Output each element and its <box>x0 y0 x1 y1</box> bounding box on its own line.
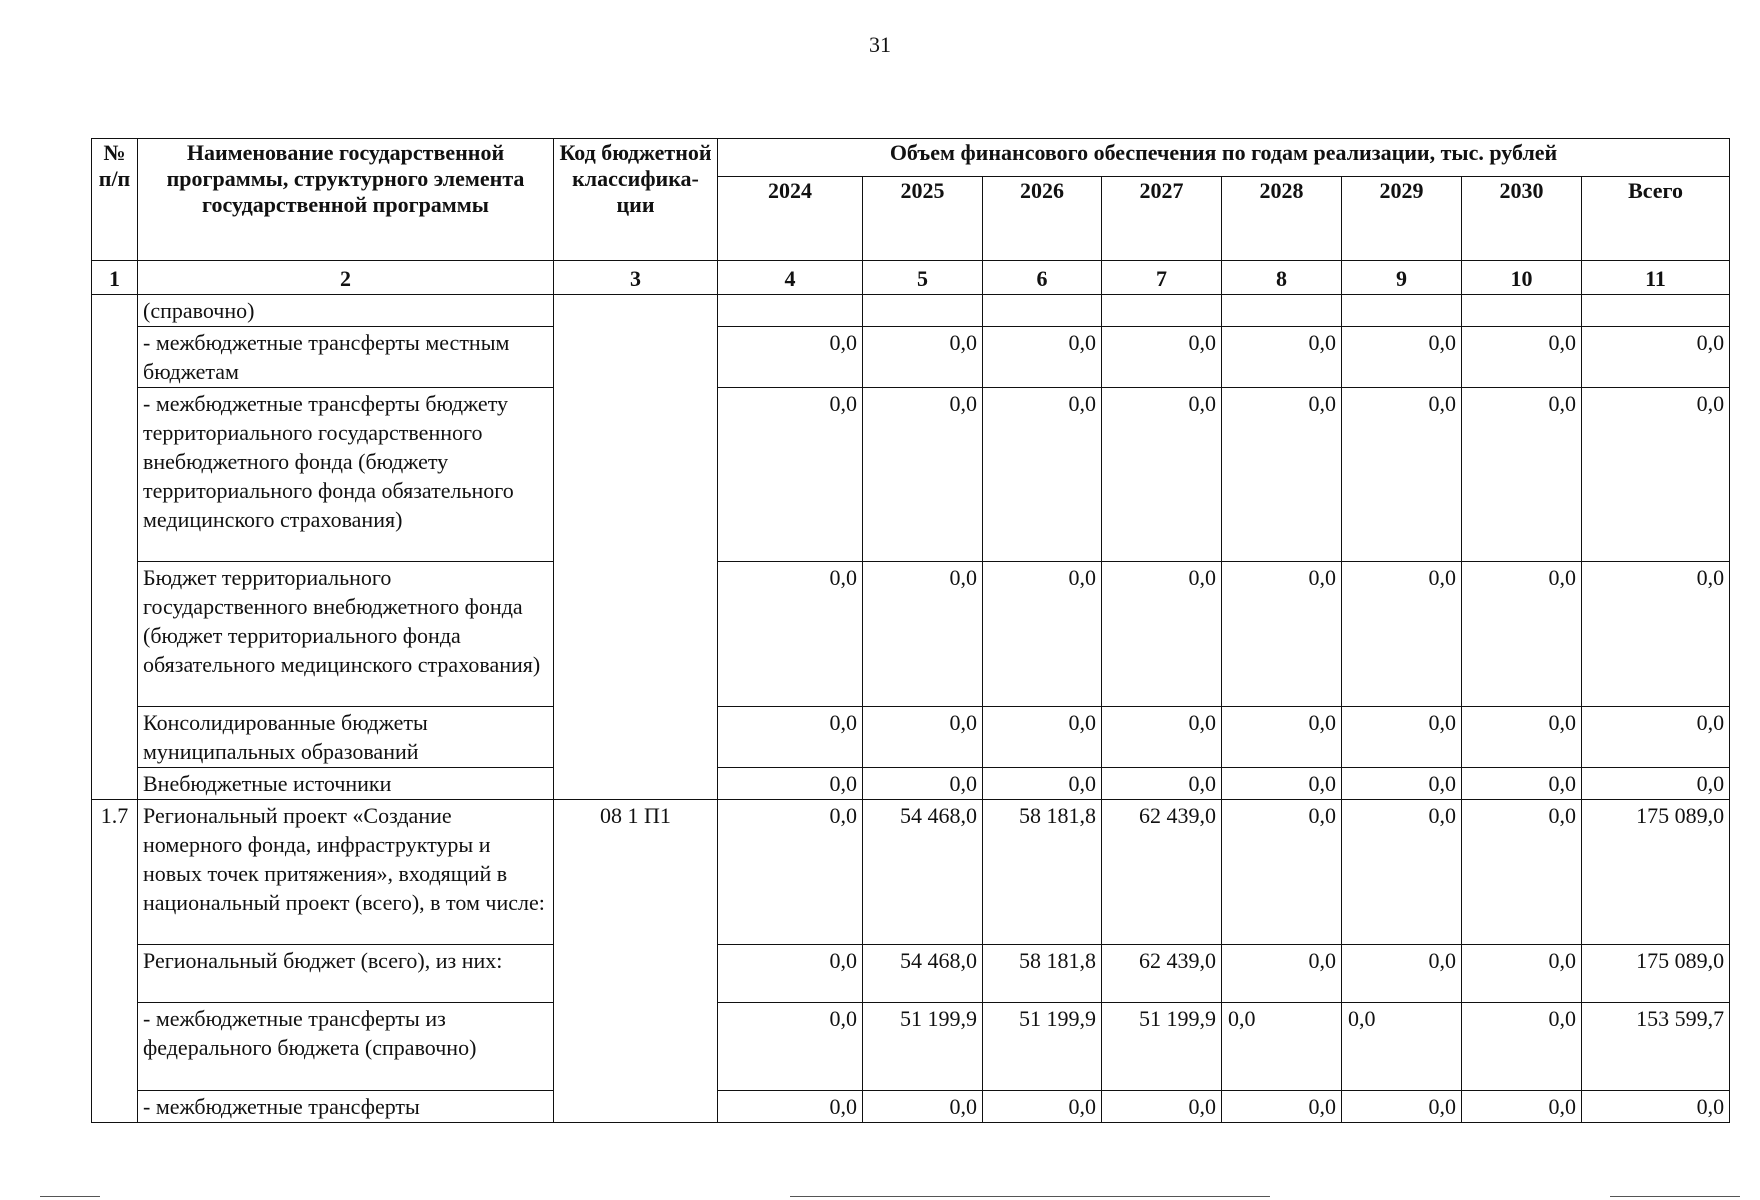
value-cell: 0,0 <box>1342 388 1462 562</box>
value-cell <box>983 295 1102 327</box>
scan-artifact-line <box>790 1196 1270 1197</box>
value-cell: 0,0 <box>1462 327 1582 388</box>
table-row <box>92 768 1730 800</box>
index-cell: 3 <box>554 261 718 295</box>
budget-code <box>554 295 718 800</box>
value-cell: 51 199,9 <box>983 1003 1102 1091</box>
value-cell: 0,0 <box>1222 1091 1342 1123</box>
table-row <box>92 1091 1730 1123</box>
value-cell: 0,0 <box>1102 1091 1222 1123</box>
index-cell: 10 <box>1462 261 1582 295</box>
value-cell: 0,0 <box>1222 1003 1342 1091</box>
value-cell: 51 199,9 <box>863 1003 983 1091</box>
value-cell: 0,0 <box>863 1091 983 1123</box>
scan-artifact-line <box>40 1196 100 1197</box>
scan-artifact-line <box>1610 1196 1740 1197</box>
index-cell: 8 <box>1222 261 1342 295</box>
header-year: 2024 <box>718 177 863 261</box>
value-cell: 0,0 <box>718 562 863 707</box>
table-row <box>92 388 1730 562</box>
value-cell: 0,0 <box>718 1003 863 1091</box>
value-cell: 0,0 <box>983 388 1102 562</box>
value-cell: 0,0 <box>1462 562 1582 707</box>
value-cell: 0,0 <box>1462 1091 1582 1123</box>
value-cell: 0,0 <box>983 768 1102 800</box>
table-row <box>92 295 1730 327</box>
row-number: 1.7 <box>92 800 138 1123</box>
value-cell: 0,0 <box>718 800 863 945</box>
value-cell: 0,0 <box>1222 768 1342 800</box>
value-cell: 0,0 <box>1462 768 1582 800</box>
value-cell: 0,0 <box>1582 327 1730 388</box>
value-cell: 0,0 <box>983 1091 1102 1123</box>
value-cell: 0,0 <box>718 327 863 388</box>
value-cell <box>1342 295 1462 327</box>
value-cell: 58 181,8 <box>983 800 1102 945</box>
value-cell: 0,0 <box>718 1091 863 1123</box>
value-cell: 0,0 <box>983 562 1102 707</box>
value-cell <box>1102 295 1222 327</box>
value-cell: 0,0 <box>1342 1003 1462 1091</box>
row-number <box>92 295 138 800</box>
index-cell: 6 <box>983 261 1102 295</box>
value-cell: 62 439,0 <box>1102 800 1222 945</box>
header-year: 2029 <box>1342 177 1462 261</box>
value-cell: 0,0 <box>718 768 863 800</box>
value-cell: 0,0 <box>1582 562 1730 707</box>
table-row <box>92 1003 1730 1091</box>
value-cell: 0,0 <box>1222 945 1342 1003</box>
value-cell <box>1222 295 1342 327</box>
row-name: Внебюджетные источники <box>138 768 554 800</box>
value-cell <box>1582 295 1730 327</box>
page-number: 31 <box>869 32 891 57</box>
value-cell: 0,0 <box>1102 707 1222 768</box>
value-cell: 0,0 <box>1102 768 1222 800</box>
row-name: - межбюджетные трансферты бюджету территориального государственного внебюджетного фонда (бюджету территориального фонда обязательного медицинского страхования) <box>138 388 554 562</box>
row-name: (справочно) <box>138 295 554 327</box>
value-cell: 0,0 <box>1582 707 1730 768</box>
value-cell <box>718 295 863 327</box>
header-year: 2027 <box>1102 177 1222 261</box>
value-cell: 175 089,0 <box>1582 800 1730 945</box>
row-name: - межбюджетные трансферты из федерального бюджета (справочно) <box>138 1003 554 1091</box>
value-cell: 58 181,8 <box>983 945 1102 1003</box>
value-cell: 0,0 <box>1222 388 1342 562</box>
value-cell: 0,0 <box>1222 327 1342 388</box>
value-cell: 0,0 <box>1342 800 1462 945</box>
index-cell: 9 <box>1342 261 1462 295</box>
value-cell: 0,0 <box>1582 388 1730 562</box>
row-name: Консолидированные бюджеты муниципальных образований <box>138 707 554 768</box>
index-cell: 2 <box>138 261 554 295</box>
header-volume: Объем финансового обеспечения по годам реализации, тыс. рублей <box>718 139 1730 177</box>
value-cell: 0,0 <box>1342 327 1462 388</box>
value-cell: 0,0 <box>1342 1091 1462 1123</box>
value-cell: 175 089,0 <box>1582 945 1730 1003</box>
index-cell: 11 <box>1582 261 1730 295</box>
value-cell: 62 439,0 <box>1102 945 1222 1003</box>
index-cell: 7 <box>1102 261 1222 295</box>
row-name: - межбюджетные трансферты местным бюджетам <box>138 327 554 388</box>
value-cell: 54 468,0 <box>863 800 983 945</box>
value-cell: 0,0 <box>1342 562 1462 707</box>
header-no: № п/п <box>92 139 138 261</box>
header-name: Наименование государственной программы, структурного элемента государственной программы <box>138 139 554 261</box>
value-cell: 0,0 <box>718 707 863 768</box>
table-row <box>92 945 1730 1003</box>
header-year: 2025 <box>863 177 983 261</box>
table-row <box>92 327 1730 388</box>
header-total: Всего <box>1582 177 1730 261</box>
index-cell: 1 <box>92 261 138 295</box>
value-cell: 0,0 <box>1462 388 1582 562</box>
value-cell: 0,0 <box>1102 327 1222 388</box>
value-cell: 0,0 <box>863 562 983 707</box>
value-cell: 0,0 <box>1582 1091 1730 1123</box>
value-cell: 0,0 <box>1342 707 1462 768</box>
value-cell: 0,0 <box>863 327 983 388</box>
table-row <box>92 707 1730 768</box>
value-cell: 0,0 <box>1102 562 1222 707</box>
table-row <box>92 800 1730 945</box>
value-cell: 0,0 <box>863 388 983 562</box>
value-cell: 0,0 <box>1222 800 1342 945</box>
index-cell: 5 <box>863 261 983 295</box>
value-cell: 153 599,7 <box>1582 1003 1730 1091</box>
value-cell: 54 468,0 <box>863 945 983 1003</box>
row-name: - межбюджетные трансферты <box>138 1091 554 1123</box>
value-cell: 0,0 <box>863 768 983 800</box>
value-cell: 0,0 <box>1222 562 1342 707</box>
row-name: Региональный бюджет (всего), из них: <box>138 945 554 1003</box>
value-cell: 0,0 <box>1102 388 1222 562</box>
financing-table <box>91 138 1730 1123</box>
value-cell: 0,0 <box>1222 707 1342 768</box>
value-cell: 0,0 <box>983 707 1102 768</box>
value-cell: 0,0 <box>1582 768 1730 800</box>
value-cell: 0,0 <box>718 945 863 1003</box>
budget-code: 08 1 П1 <box>554 800 718 1123</box>
value-cell: 0,0 <box>983 327 1102 388</box>
value-cell: 0,0 <box>863 707 983 768</box>
header-year: 2030 <box>1462 177 1582 261</box>
header-year: 2026 <box>983 177 1102 261</box>
value-cell: 0,0 <box>1462 945 1582 1003</box>
value-cell: 0,0 <box>1462 1003 1582 1091</box>
value-cell: 0,0 <box>1462 800 1582 945</box>
value-cell: 0,0 <box>1342 768 1462 800</box>
table-row <box>92 562 1730 707</box>
row-name: Региональный проект «Создание номерного фонда, инфраструктуры и новых точек притяжения», входящий в национальный проект (всего), в том числе: <box>138 800 554 945</box>
header-code: Код бюджетной классифика-ции <box>554 139 718 261</box>
value-cell: 0,0 <box>1462 707 1582 768</box>
value-cell: 51 199,9 <box>1102 1003 1222 1091</box>
value-cell <box>863 295 983 327</box>
header-year: 2028 <box>1222 177 1342 261</box>
value-cell: 0,0 <box>718 388 863 562</box>
value-cell: 0,0 <box>1342 945 1462 1003</box>
row-name: Бюджет территориального государственного внебюджетного фонда (бюджет территориального фонда обязательного медицинского страхования) <box>138 562 554 707</box>
value-cell <box>1462 295 1582 327</box>
index-cell: 4 <box>718 261 863 295</box>
